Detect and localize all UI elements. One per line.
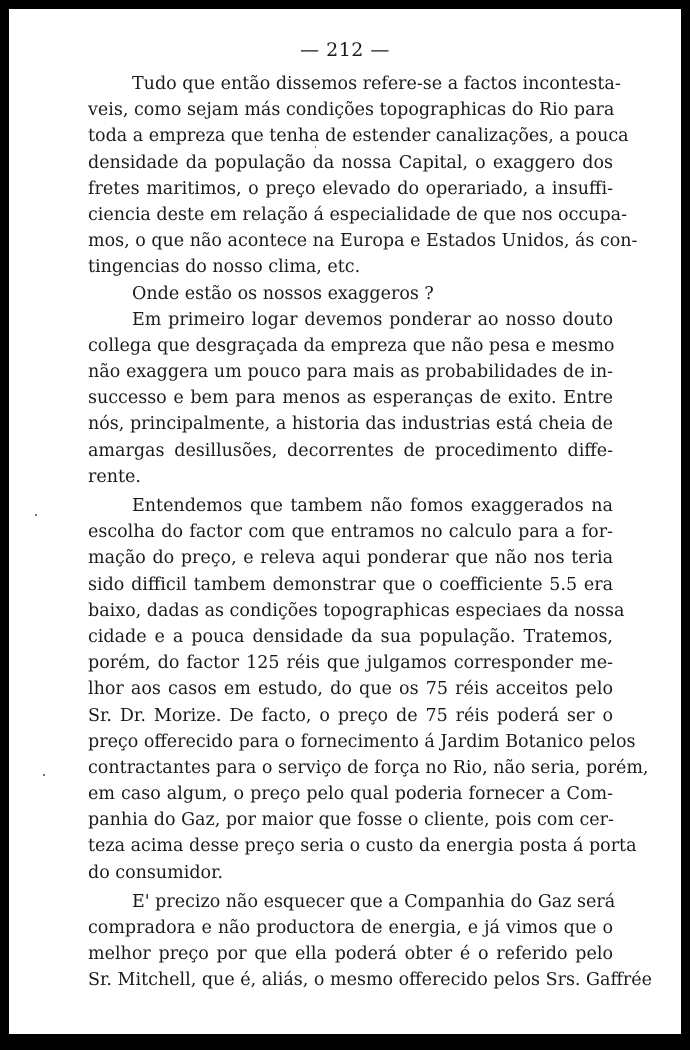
- text-line: fretes maritimos, o preço elevado do operariado, a insuffi-: [88, 178, 613, 199]
- paragraph: [88, 307, 613, 490]
- text-line: tingencias do nosso clima, etc.: [88, 257, 361, 278]
- text-line: Entendemos que tambem não fomos exaggerados na: [132, 496, 613, 516]
- text-line: teza acima desse preço seria o custo da energia posta á porta: [88, 836, 637, 857]
- paragraph: [88, 71, 638, 281]
- text-line: ciencia deste em relação á especialidade de que nos occupa-: [88, 204, 628, 225]
- scan-speck: [35, 514, 37, 516]
- text-line: veis, como sejam más condições topographicas do Rio para: [88, 100, 615, 121]
- text-line: compradora e não productora de energia, e já vimos que o: [88, 918, 613, 938]
- text-line: baixo, dadas as condições topographicas especiaes da nossa: [88, 600, 625, 621]
- text-line: panhia do Gaz, por maior que fosse o cliente, pois com cer-: [88, 810, 614, 831]
- text-line: do consumidor.: [88, 862, 224, 883]
- body-text: [88, 71, 652, 994]
- text-line: melhor preço por que ella poderá obter é o referido pelo: [88, 944, 613, 965]
- paragraph: [88, 493, 649, 886]
- text-line: mos, o que não acontece na Europa e Estados Unidos, ás con-: [88, 231, 638, 252]
- text-line: preço offerecido para o fornecimento á Jardim Botanico pelos: [88, 731, 636, 752]
- text-line: lhor aos casos em estudo, do que os 75 réis acceitos pelo: [88, 679, 613, 700]
- text-line: E' precizo não esquecer que a Companhia do Gaz será: [132, 891, 616, 912]
- text-line: escolha do factor com que entramos no calculo para a for-: [88, 522, 613, 543]
- text-line: rente.: [88, 466, 141, 487]
- text-line: sido difficil tambem demonstrar que o coefficiente 5.5 era: [88, 574, 613, 595]
- page-number: — 212 —: [300, 39, 390, 61]
- text-line: collega que desgraçada da empreza que não pesa e mesmo: [88, 335, 615, 356]
- paragraph: [88, 889, 652, 994]
- document-page: [9, 9, 681, 1034]
- text-line: Onde estão os nossos exaggeros ?: [132, 283, 434, 304]
- scan-speck: [315, 146, 316, 148]
- text-line: Sr. Dr. Morize. De facto, o preço de 75 réis poderá ser o: [88, 705, 613, 726]
- text-line: em caso algum, o preço pelo qual poderia fornecer a Com-: [88, 784, 613, 805]
- paragraph: [88, 281, 613, 307]
- text-line: cidade e a pouca densidade da sua população. Tratemos,: [88, 626, 613, 647]
- text-line: mação do preço, e releva aqui ponderar que não nos teria: [88, 548, 613, 569]
- text-line: porém, do factor 125 réis que julgamos corresponder me-: [88, 653, 613, 674]
- text-line: não exaggera um pouco para mais as probabilidades de in-: [88, 362, 613, 383]
- text-line: Em primeiro logar devemos ponderar ao nosso douto: [132, 309, 613, 330]
- text-line: Sr. Mitchell, que é, aliás, o mesmo offerecido pelos Srs. Gaffrée: [88, 970, 652, 991]
- text-line: Tudo que então dissemos refere-se a factos incontesta-: [132, 74, 621, 94]
- text-line: nós, principalmente, a historia das industrias está cheia de: [88, 414, 613, 435]
- scan-speck: [43, 774, 45, 776]
- text-line: successo e bem para menos as esperanças de exito. Entre: [88, 388, 613, 409]
- text-line: contractantes para o serviço de força no Rio, não seria, porém,: [88, 757, 649, 778]
- text-line: densidade da população da nossa Capital, o exaggero dos: [88, 152, 613, 173]
- text-line: amargas desillusões, decorrentes de procedimento diffe-: [88, 440, 613, 461]
- text-line: toda a empreza que tenha de estender canalizações, a pouca: [88, 126, 629, 147]
